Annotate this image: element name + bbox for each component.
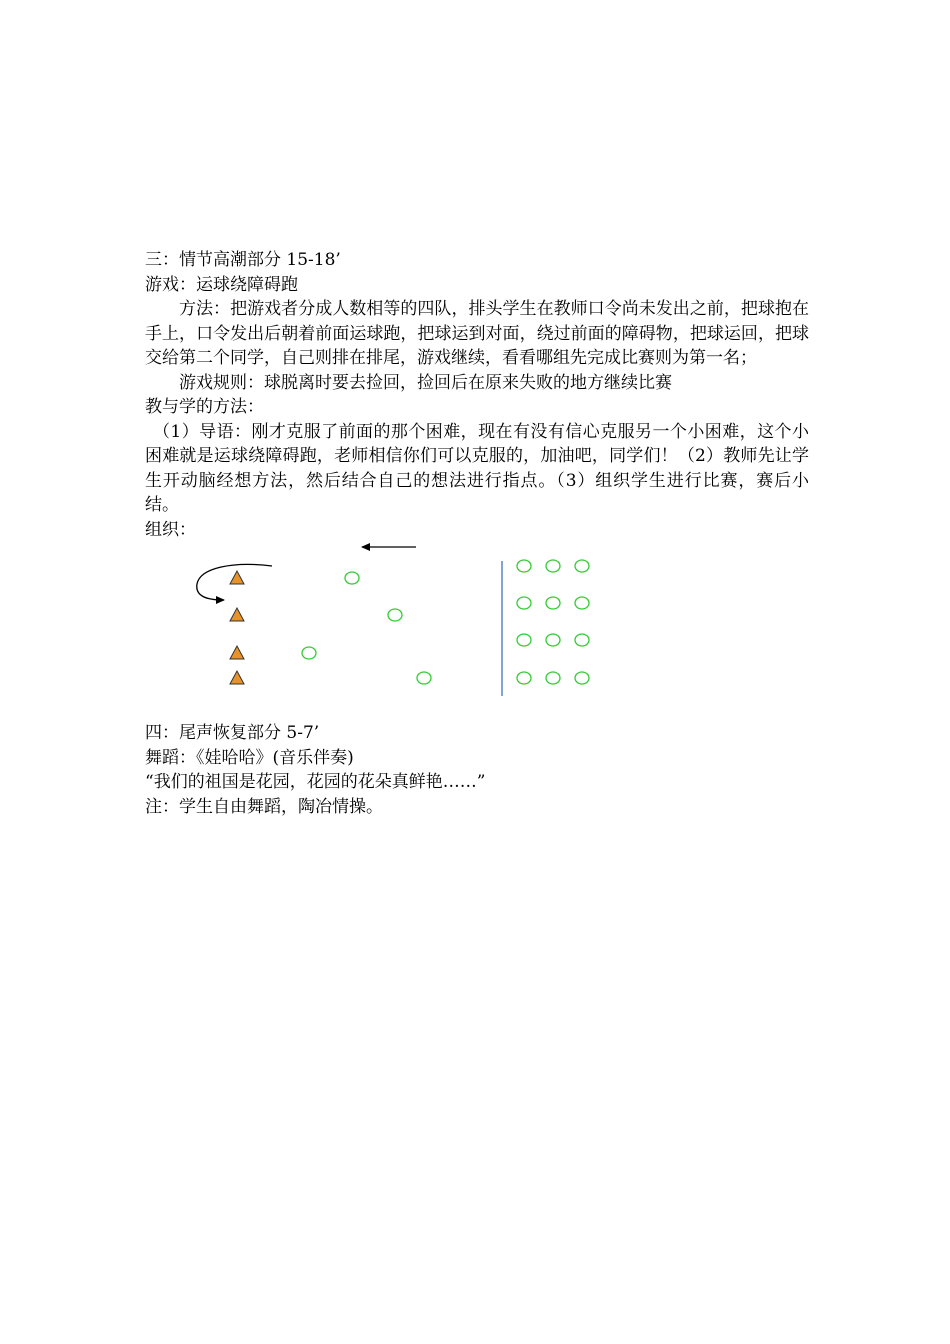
student-triangle [230,671,244,684]
grid-circle [575,672,589,684]
obstacle-circle [417,672,431,684]
teaching-paragraph: （1）导语：刚才克服了前面的那个困难，现在有没有信心克服另一个小困难，这个小困难就是运球绕障碍跑，老师相信你们可以克服的，加油吧，同学们！（2）教师先让学生开动脑经想方法，然后结合自己的想法进行指点。（3）组织学生进行比赛，赛后小结。 [145,421,809,515]
obstacle-circle [345,572,359,584]
student-triangle [230,608,244,621]
grid-circle [575,597,589,609]
grid-circle [546,672,560,684]
grid-circle [546,560,560,572]
game-title: 游戏：运球绕障碍跑 [145,274,298,295]
section-3-heading: 三：情节高潮部分 15-18’ [145,250,341,270]
obstacle-circle [302,647,316,659]
section-4 [145,721,485,819]
teaching-label: 教与学的方法： [145,397,264,417]
grid-circle [575,560,589,572]
obstacle-circle [388,609,402,621]
grid-circle [546,634,560,646]
grid-circle [575,634,589,646]
dance-line: 舞蹈：《娃哈哈》(音乐伴奏) [145,747,354,768]
grid-circle [517,634,531,646]
organization-label: 组织： [145,519,196,540]
rules-paragraph: 游戏规则：球脱离时要去捡回，捡回后在原来失败的地方继续比赛 [179,372,672,393]
method-paragraph: 方法：把游戏者分成人数相等的四队，排头学生在教师口令尚未发出之前，把球抱在手上，口令发出后朝着前面运球跑，把球运到对面，绕过前面的障碍物，把球运回，把球交给第二个同学，自己则排在排尾，游戏继续，看看哪组先完成比赛则为第一名； [145,299,809,368]
student-triangle [230,571,244,584]
grid-circle [546,597,560,609]
grid-circle [517,560,531,572]
student-triangle [230,646,244,659]
note-line: 注：学生自由舞蹈，陶冶情操。 [145,796,383,817]
lyric-line: “我们的祖国是花园，花园的花朵真鲜艳……” [145,772,486,792]
grid-circle [517,597,531,609]
grid-circle [517,672,531,684]
section-4-heading: 四：尾声恢复部分 5-7’ [145,723,320,743]
